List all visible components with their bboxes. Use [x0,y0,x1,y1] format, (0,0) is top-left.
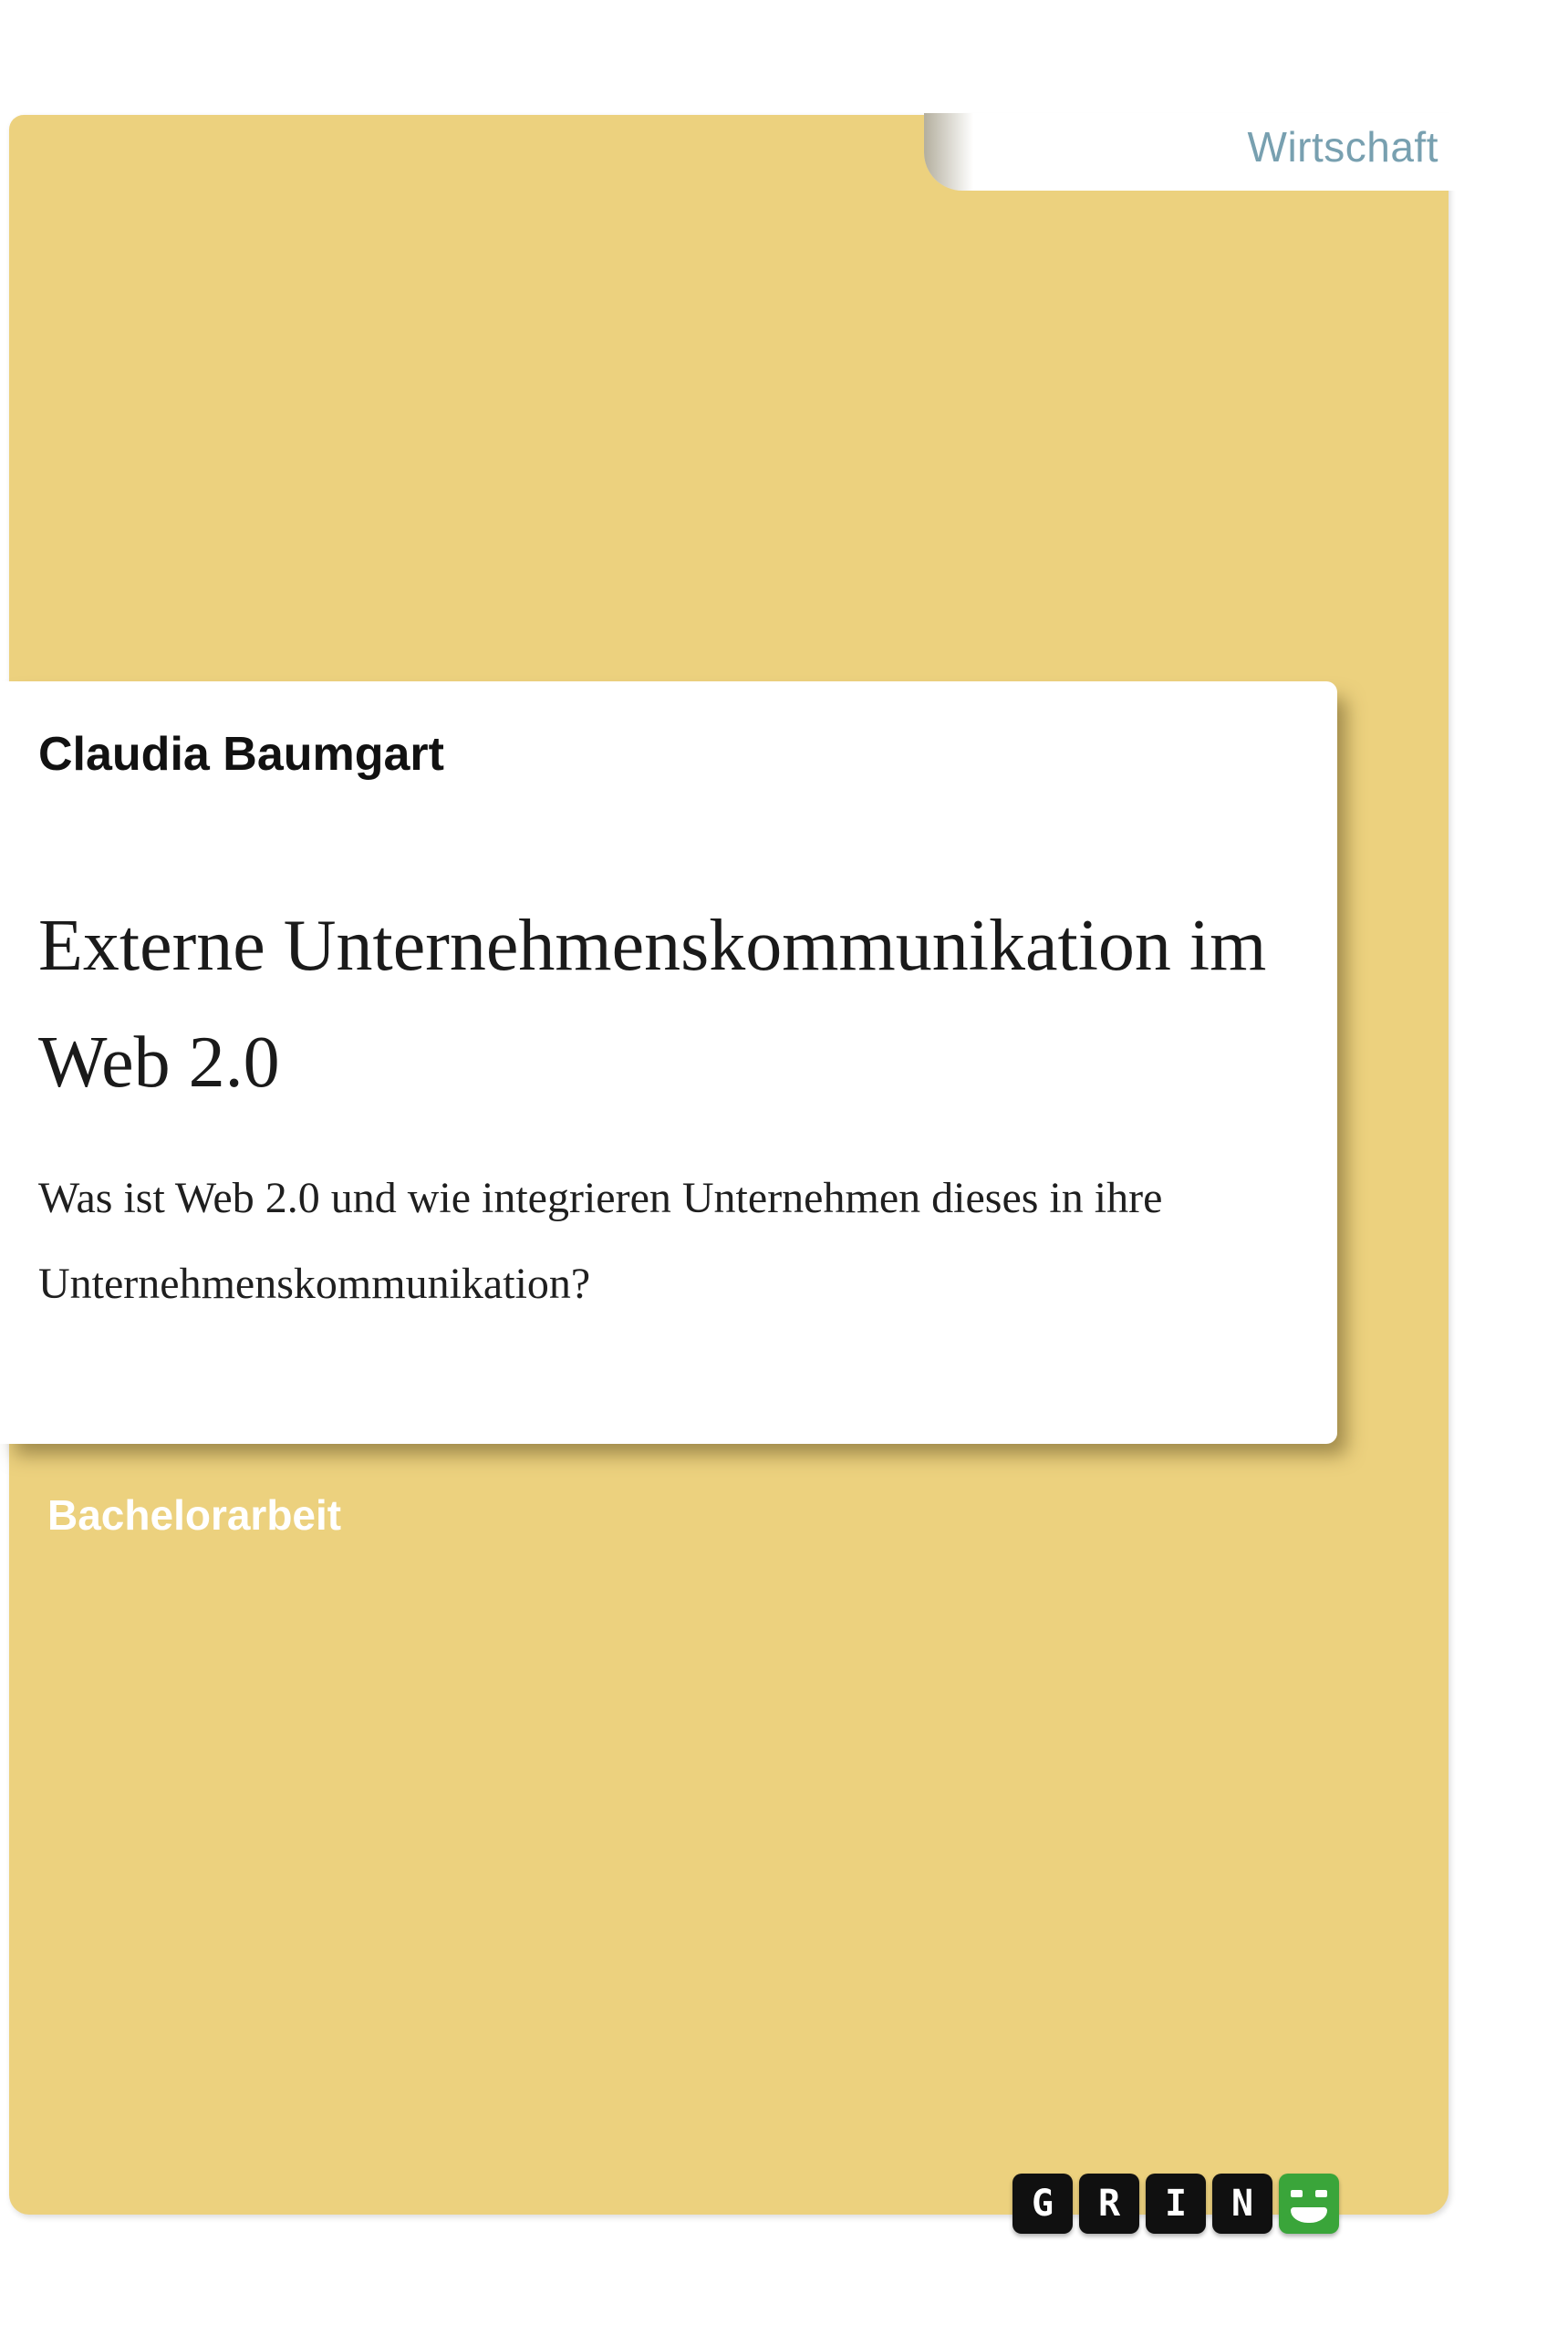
book-title-line-1: Externe Unternehmenskommunikation im [38,906,1267,986]
smiley-eye-icon [1291,2190,1303,2197]
grin-logo [1012,2174,1339,2234]
book-subtitle [38,1156,1337,1327]
logo-letter-tile: I [1146,2174,1206,2234]
smiley-eye-icon [1315,2190,1327,2197]
logo-letter-tile: G [1012,2174,1073,2234]
document-type-badge: Bachelorarbeit [47,1491,342,1539]
category-band [924,113,1568,191]
smiley-mouth-icon [1291,2207,1327,2223]
book-subtitle-line-2: Unternehmenskommunikation? [38,1260,591,1308]
smiley-icon [1279,2174,1339,2234]
book-title-line-2: Web 2.0 [38,1022,280,1103]
category-label: Wirtschaft [1247,123,1438,171]
logo-letter-tile: N [1212,2174,1272,2234]
logo-letter-tile: R [1079,2174,1139,2234]
author-name: Claudia Baumgart [38,728,444,781]
book-title [38,887,1337,1121]
book-subtitle-line-1: Was ist Web 2.0 und wie integrieren Unternehmen dieses in ihre [38,1174,1163,1222]
title-card [0,681,1337,1444]
